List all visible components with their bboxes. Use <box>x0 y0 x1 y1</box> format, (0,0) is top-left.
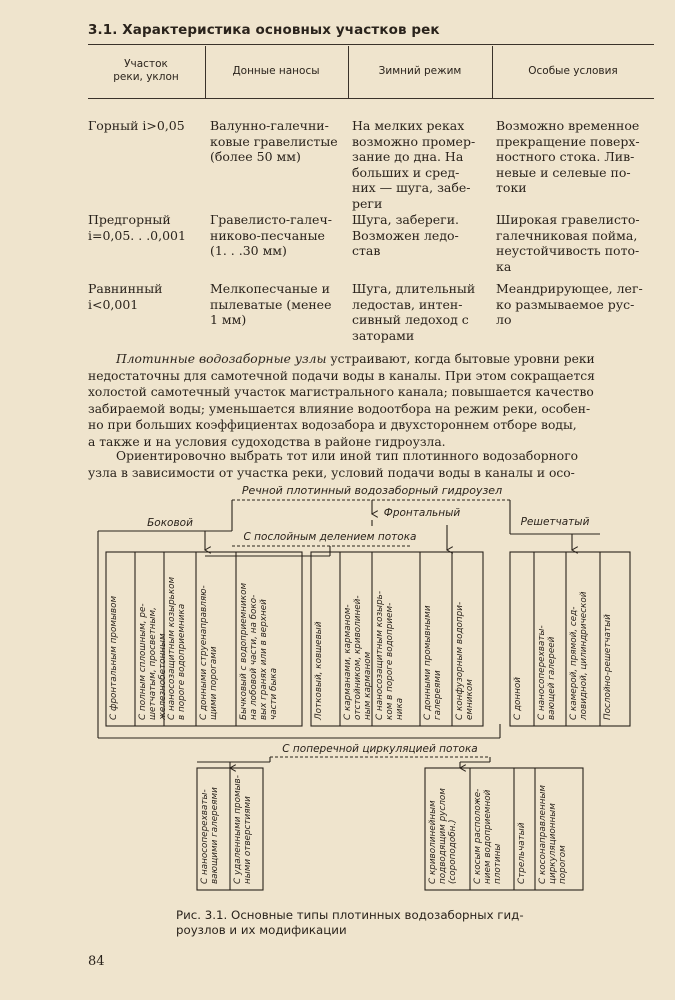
diagram-box-label: С фронтальным промывом <box>109 595 119 720</box>
row-special: Широкая гравелисто- галечниковая пойма, неустойчивость пото- ка <box>496 212 640 274</box>
diagram-box-label: Стрельчатый <box>517 822 527 884</box>
row-winter: Шуга, забереги. Возможен ледо- став <box>352 212 460 258</box>
header-special: Особые условия <box>528 65 618 77</box>
diagram-box-label: С карманами, карманом-отстойником, криволиней-ным карманом <box>343 595 373 720</box>
row-sediment: Гравелисто-галеч- никово-песчаные (1. . .30 мм) <box>210 212 332 258</box>
row-section: Горный i>0,05 <box>88 118 185 133</box>
row-sediment: Валунно-галечни- ковые гравелистые (более 50 мм) <box>210 118 338 164</box>
paragraph-lead-term: Плотинные водозаборные узлы <box>116 352 327 366</box>
header-sediment: Донные наносы <box>232 65 320 77</box>
diagram-box-label: С полным сплошным, ре-шетчатым, просветным,железнобетонным <box>138 603 168 720</box>
diagram-box-label: С донными промывнымигалереями <box>423 605 443 720</box>
row-sediment: Мелкопесчаные и пылеватые (менее 1 мм) <box>210 281 332 327</box>
paragraph-selection: Ориентировочно выбрать тот или иной тип плотинного водозаборного узла в зависимости от участка реки, условий подачи воды в каналы и осо- <box>88 449 579 480</box>
diagram-box-label: С наносозащитным козырькомв пороге водоприемника <box>167 576 187 720</box>
paragraph-body: устраивают, когда бытовые уровни реки недостаточны для самотечной подачи воды в каналы. При этом сокращается холостой самотечный участок магистрального канала; повышается качество забираемой воды; уменьшается влияние водоотбора на режим реки, особен- но при больших коэффициентах водозабора и двухстороннем отборе воды, а также и на условия судоходства в районе гидроузла. <box>88 352 595 449</box>
diagram-box-label: С криволинейнымподводящим руслом(сороподобн.) <box>428 788 458 884</box>
diagram-box-label: С наносоперехваты-вающими галереями <box>200 787 220 884</box>
row-section: Предгорный i=0,05. . .0,001 <box>88 212 186 243</box>
diagram-box-label: С косым расположе-нием водоприемнойплотины <box>473 788 503 884</box>
figure-caption: Рис. 3.1. Основные типы плотинных водозаборных гид- роузлов и их модификации <box>176 908 524 937</box>
diagram-box-label: С донными струенаправляю-щими порогами <box>199 585 219 720</box>
diagram-box-label: Лотковый, ковшевый <box>314 621 324 720</box>
diagram-grate-label: Решетчатый <box>520 516 590 528</box>
diagram-layered-label: С послойным делением потока <box>243 531 417 543</box>
diagram-transverse-label: С поперечной циркуляцией потока <box>282 743 478 755</box>
diagram-box-label: Послойно-решетчатый <box>603 614 613 720</box>
diagram-box-label: С косонаправленнымциркуляционнымпорогом <box>538 784 568 884</box>
row-special: Возможно временное прекращение поверх- ностного стока. Лив- невые и селевые по- токи <box>496 118 640 195</box>
diagram-box-label: С наносоперехваты-вающей галереей <box>537 625 557 720</box>
row-section: Равнинный i<0,001 <box>88 281 163 312</box>
diagram-box-label: С конфузорным водопри-емником <box>455 601 475 720</box>
header-winter: Зимний режим <box>378 65 462 77</box>
diagram-frontal-label: Фронтальный <box>383 507 461 519</box>
page-number: 84 <box>88 954 105 969</box>
header-section: Участок реки, уклон <box>113 58 179 83</box>
diagram-side-label: Боковой <box>147 517 193 529</box>
diagram-box-label: С донной <box>513 676 523 720</box>
diagram-box-label: Бычковый с водоприемникомна лобовой части, на боко-вых гранях или в верхнейчасти быка <box>239 582 279 720</box>
row-special: Меандрирующее, лег- ко размываемое рус- ло <box>496 281 643 327</box>
diagram-box-label: С камерой, прямой, сед-ловидной, цилиндрической <box>569 591 589 720</box>
row-winter: На мелких реках возможно промер- зание до дна. На больших и сред- них — шуга, забе- реги <box>352 118 476 211</box>
diagram-box-label: С удаленными промыв-ными отверстиями <box>233 775 253 884</box>
diagram-box-label: С наносозащитным козырь-ком в пороге водоприем-ника <box>375 590 405 720</box>
diagram-root-label: Речной плотинный водозаборный гидроузел <box>241 484 503 497</box>
row-winter: Шуга, длительный ледостав, интен- сивный ледоход с заторами <box>352 281 476 343</box>
table-title: 3.1. Характеристика основных участков рек <box>88 22 440 38</box>
